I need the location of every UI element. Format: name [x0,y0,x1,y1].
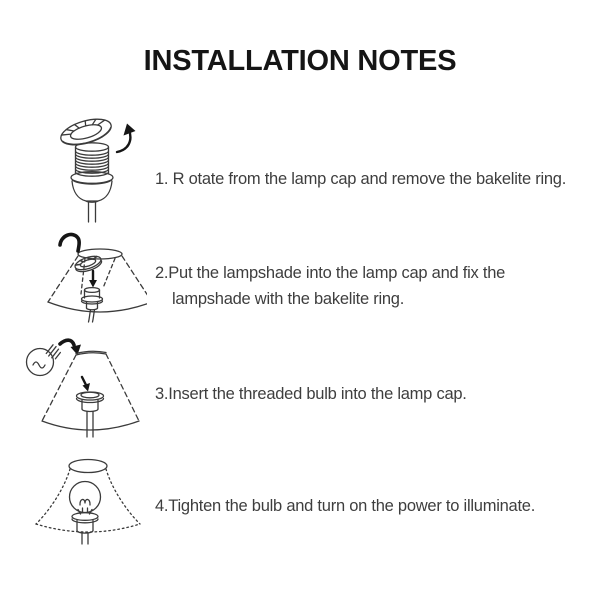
power-cord-icon [60,234,79,251]
lampshade-ring-fix-icon [35,230,147,330]
small-down-arrow-icon [82,377,90,392]
rotation-arrow-icon [117,124,136,153]
light-bulb [27,344,62,375]
step3-text [155,381,467,407]
step3-bulb-insert-illustration [22,334,144,442]
step3-line1: 3.Insert the threaded bulb into the lamp cap. [155,385,467,403]
step4-text [155,493,535,519]
step4-line1: 4.Tighten the bulb and turn on the power to illuminate. [155,497,536,515]
step1-text [155,166,566,192]
bulb-insertion-icon [22,334,144,442]
step1-lamp-cap-illustration [45,110,145,225]
threaded-socket-body [71,143,113,222]
lamp-cap-rotate-icon [45,110,145,225]
step2-line2: lampshade with the bakelite ring. [172,290,405,308]
step1-line1: 1. R otate from the lamp cap and remove the bakelite ring. [155,170,567,188]
step2-line1: 2.Put the lampshade into the lamp cap and fix the [155,264,506,282]
assembled-lamp-icon [32,453,144,548]
down-arrow-icon [89,271,97,288]
lampshade-outline [42,351,139,430]
page-title: INSTALLATION NOTES [143,45,457,77]
step4-finished-lamp-illustration [32,453,144,548]
lamp-cap [82,288,103,322]
lampshade-outline [36,460,140,533]
step2-lampshade-illustration [35,230,147,330]
light-bulb [70,482,101,515]
lamp-cap [72,513,98,544]
step2-text [155,260,505,312]
